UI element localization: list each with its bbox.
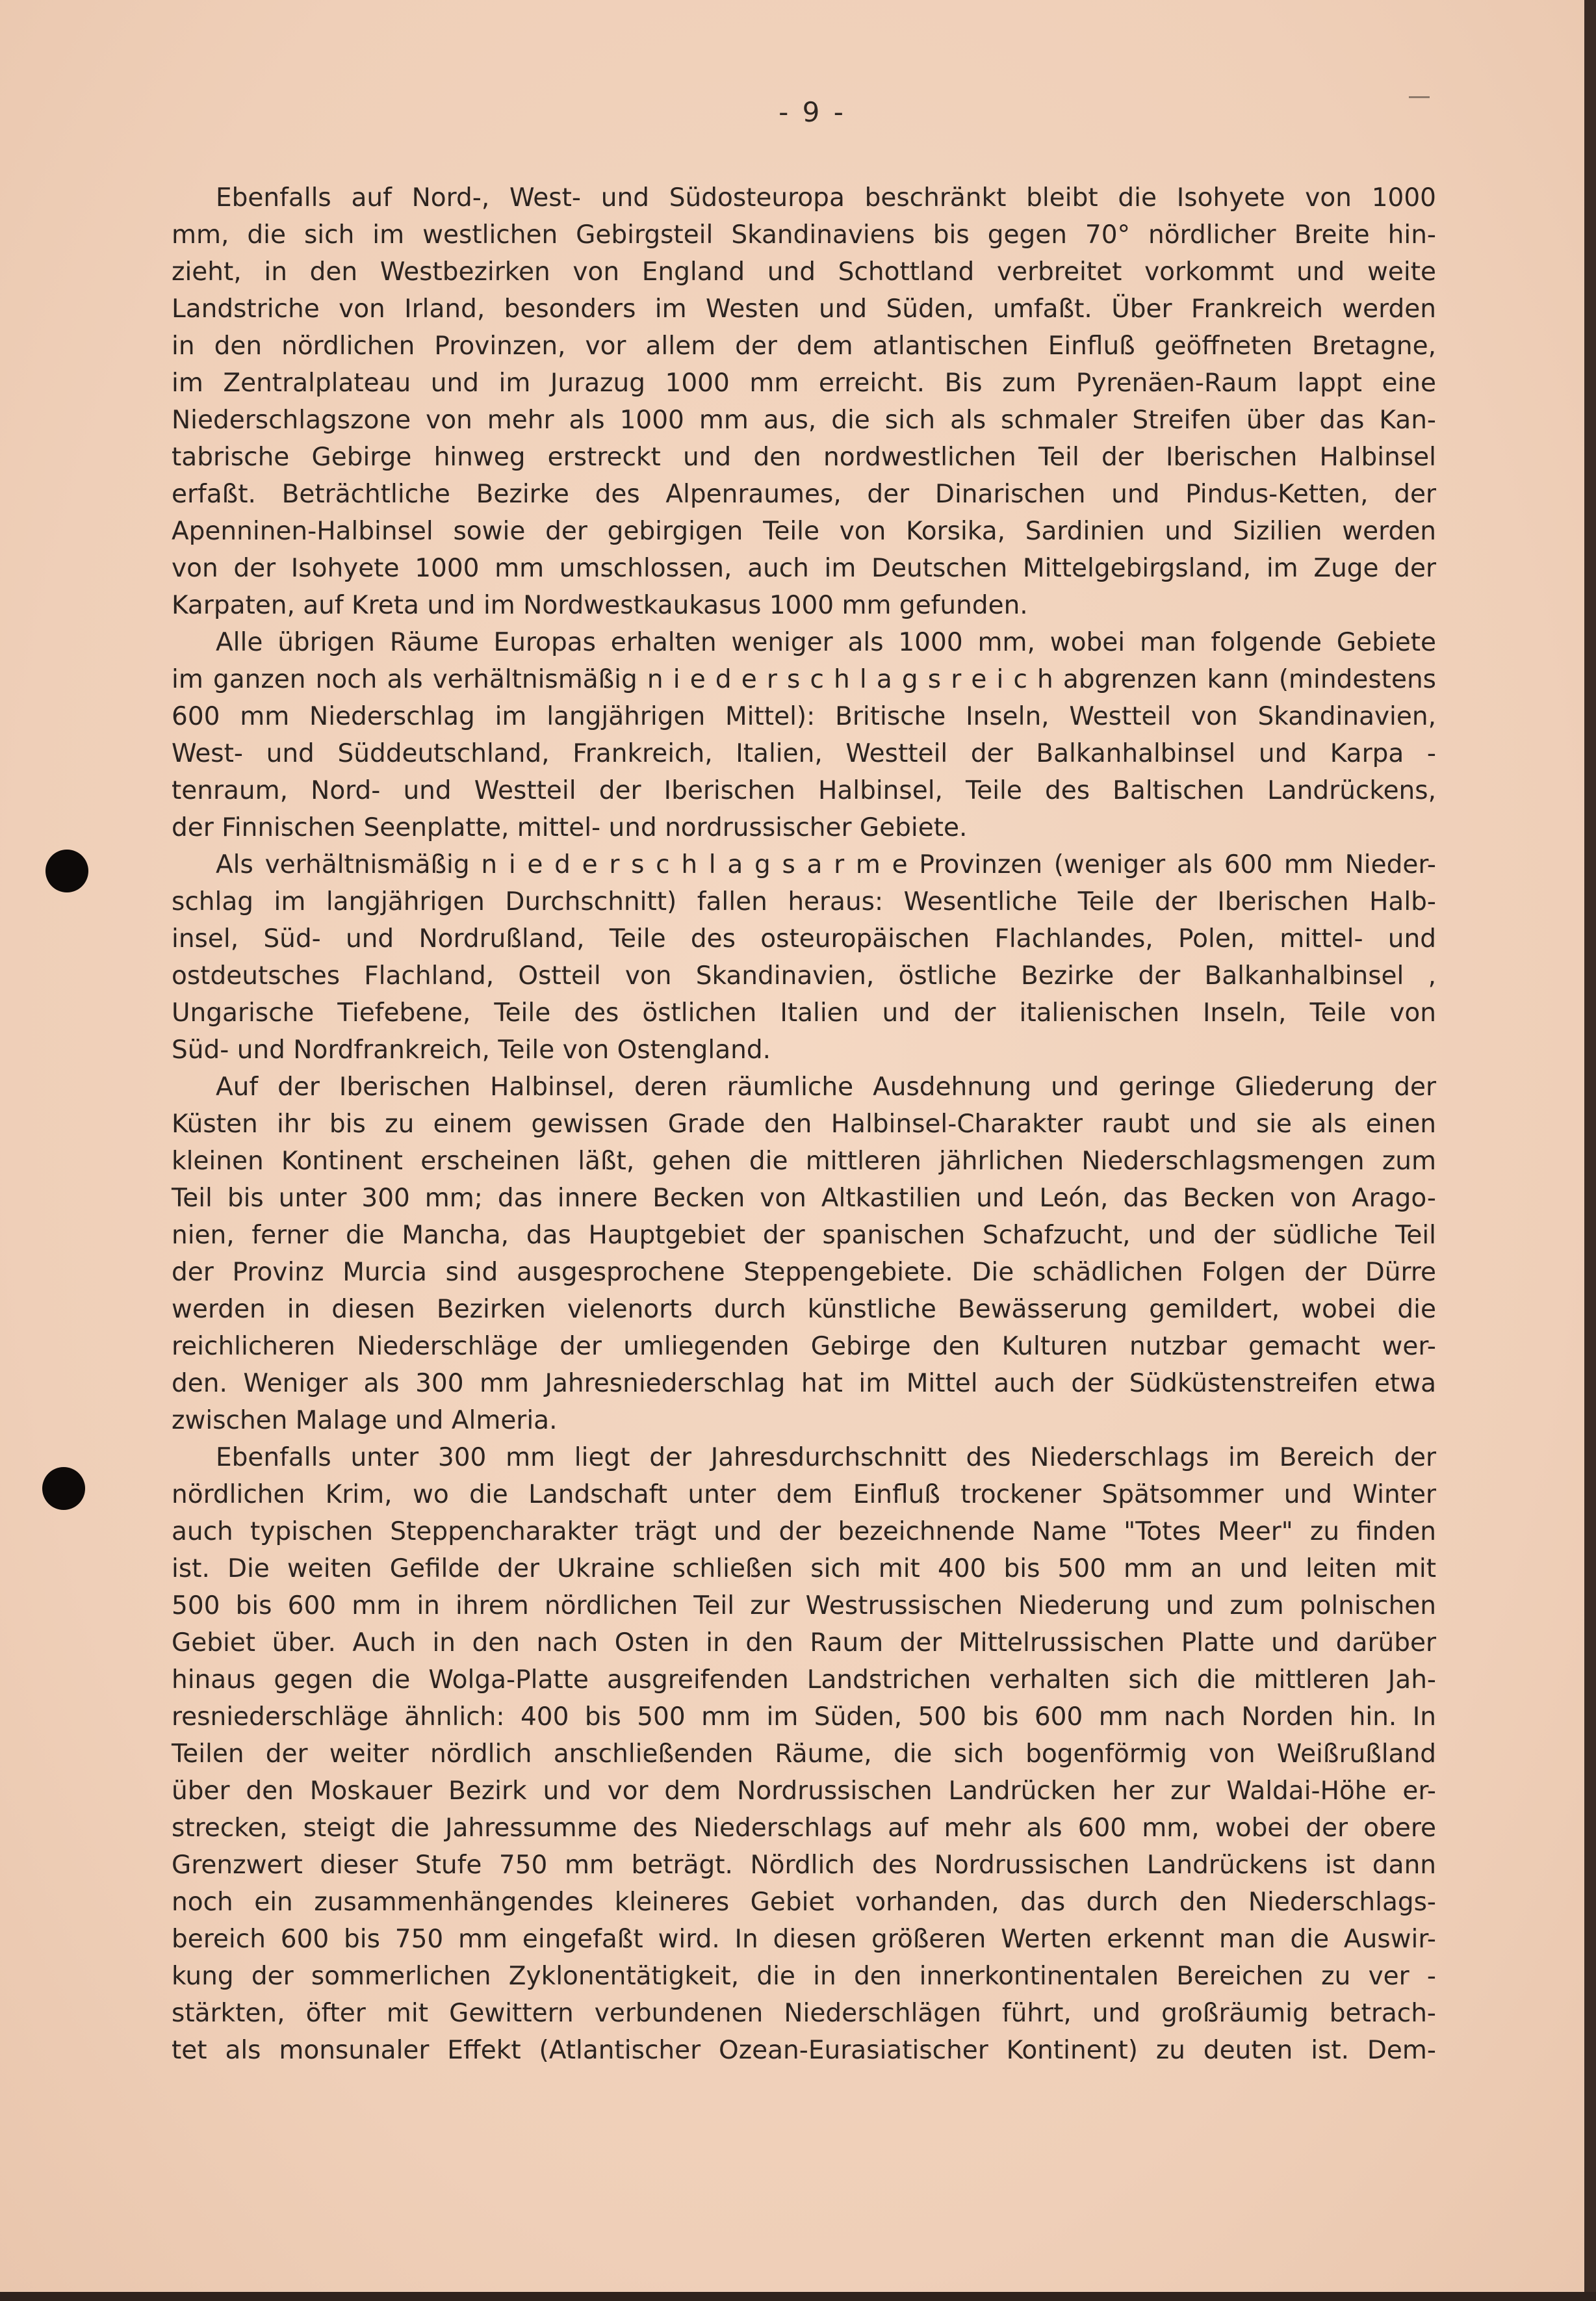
text-line: im ganzen noch als verhältnismäßig n i e d e r s c h l a g s r e i c h abgrenzen kann (mindestens: [172, 665, 1436, 694]
punch-hole-icon: [42, 1467, 85, 1510]
text-line: Teilen der weiter nördlich anschließenden Räume, die sich bogenförmig von Weißrußland: [172, 1739, 1436, 1769]
text-line: noch ein zusammenhängendes kleineres Gebiet vorhanden, das durch den Niederschlags-: [172, 1888, 1436, 1917]
text-line: Gebiet über. Auch in den nach Osten in den Raum der Mittelrussischen Platte und darüber: [172, 1628, 1436, 1658]
text-line: Niederschlagszone von mehr als 1000 mm aus, die sich als schmaler Streifen über das Kan-: [172, 406, 1436, 435]
text-line: zwischen Malage und Almeria.: [172, 1406, 558, 1435]
text-line: kung der sommerlichen Zyklonentätigkeit, die in den innerkontinentalen Bereichen zu ver -: [172, 1962, 1436, 1991]
text-line: ist. Die weiten Gefilde der Ukraine schließen sich mit 400 bis 500 mm an und leiten mit: [172, 1554, 1436, 1583]
text-line: auch typischen Steppencharakter trägt und der bezeichnende Name "Totes Meer" zu finden: [172, 1517, 1436, 1546]
text-line: reichlicheren Niederschläge der umliegenden Gebirge den Kulturen nutzbar gemacht wer-: [172, 1332, 1436, 1361]
text-line: Alle übrigen Räume Europas erhalten weniger als 1000 mm, wobei man folgende Gebiete: [216, 628, 1436, 657]
text-line: von der Isohyete 1000 mm umschlossen, auch im Deutschen Mittelgebirgsland, im Zuge der: [172, 554, 1436, 583]
text-line: Ungarische Tiefebene, Teile des östlichen Italien und der italienischen Inseln, Teile von: [172, 998, 1436, 1028]
text-line: Süd- und Nordfrankreich, Teile von Ostengland.: [172, 1035, 771, 1065]
text-line: insel, Süd- und Nordrußland, Teile des osteuropäischen Flachlandes, Polen, mittel- und: [172, 924, 1436, 954]
text-line: der Finnischen Seenplatte, mittel- und nordrussischer Gebiete.: [172, 813, 968, 842]
text-line: Grenzwert dieser Stufe 750 mm beträgt. Nördlich des Nordrussischen Landrückens ist dann: [172, 1851, 1436, 1880]
punch-hole-icon: [45, 850, 88, 892]
text-line: 600 mm Niederschlag im langjährigen Mittel): Britische Inseln, Westteil von Skandinavien,: [172, 702, 1436, 731]
text-line: Küsten ihr bis zu einem gewissen Grade den Halbinsel-Charakter raubt und sie als einen: [172, 1110, 1436, 1139]
text-line: den. Weniger als 300 mm Jahresniederschlag hat im Mittel auch der Südküstenstreifen etwa: [172, 1369, 1436, 1398]
text-line: Ebenfalls unter 300 mm liegt der Jahresdurchschnitt des Niederschlags im Bereich der: [216, 1443, 1436, 1472]
text-line: in den nördlichen Provinzen, vor allem der dem atlantischen Einfluß geöffneten Bretagne,: [172, 332, 1436, 361]
text-line: kleinen Kontinent erscheinen läßt, gehen die mittleren jährlichen Niederschlagsmengen zum: [172, 1147, 1436, 1176]
text-line: ostdeutsches Flachland, Ostteil von Skandinavien, östliche Bezirke der Balkanhalbinsel ,: [172, 961, 1436, 991]
text-line: West- und Süddeutschland, Frankreich, Italien, Westteil der Balkanhalbinsel und Karpa -: [172, 739, 1436, 768]
text-line: bereich 600 bis 750 mm eingefaßt wird. In diesen größeren Werten erkennt man die Auswir-: [172, 1925, 1436, 1954]
text-line: Auf der Iberischen Halbinsel, deren räumliche Ausdehnung und geringe Gliederung der: [216, 1072, 1436, 1102]
text-line: 500 bis 600 mm in ihrem nördlichen Teil zur Westrussischen Niederung und zum polnischen: [172, 1591, 1436, 1620]
text-line: Landstriche von Irland, besonders im Westen und Süden, umfaßt. Über Frankreich werden: [172, 294, 1436, 324]
page-number: - 9 -: [779, 96, 846, 128]
text-line: der Provinz Murcia sind ausgesprochene Steppengebiete. Die schädlichen Folgen der Dürre: [172, 1258, 1436, 1287]
text-line: zieht, in den Westbezirken von England und Schottland verbreitet vorkommt und weite: [172, 257, 1436, 287]
text-line: stärkten, öfter mit Gewittern verbundenen Niederschlägen führt, und großräumig betrach-: [172, 1999, 1436, 2028]
text-line: Ebenfalls auf Nord-, West- und Südosteuropa beschränkt bleibt die Isohyete von 1000: [216, 183, 1436, 213]
text-line: über den Moskauer Bezirk und vor dem Nordrussischen Landrücken her zur Waldai-Höhe er-: [172, 1776, 1436, 1806]
text-line: resniederschläge ähnlich: 400 bis 500 mm im Süden, 500 bis 600 mm nach Norden hin. In: [172, 1702, 1436, 1732]
text-line: Karpaten, auf Kreta und im Nordwestkaukasus 1000 mm gefunden.: [172, 591, 1028, 620]
text-line: nördlichen Krim, wo die Landschaft unter dem Einfluß trockener Spätsommer und Winter: [172, 1480, 1436, 1509]
text-line: Als verhältnismäßig n i e d e r s c h l a g s a r m e Provinzen (weniger als 600 mm Nieder-: [216, 850, 1436, 879]
body-text: [172, 179, 1436, 2069]
text-line: strecken, steigt die Jahressumme des Niederschlags auf mehr als 600 mm, wobei der obere: [172, 1814, 1436, 1843]
text-line: tet als monsunaler Effekt (Atlantischer Ozean-Eurasiatischer Kontinent) zu deuten ist. Dem-: [172, 2036, 1436, 2065]
text-line: erfaßt. Beträchtliche Bezirke des Alpenraumes, der Dinarischen und Pindus-Ketten, der: [172, 480, 1436, 509]
text-line: im Zentralplateau und im Jurazug 1000 mm erreicht. Bis zum Pyrenäen-Raum lappt eine: [172, 369, 1436, 398]
text-line: Apenninen-Halbinsel sowie der gebirgigen Teile von Korsika, Sardinien und Sizilien werden: [172, 517, 1436, 546]
scan-border: [0, 2292, 1596, 2301]
pencil-mark: [1409, 96, 1430, 98]
text-line: werden in diesen Bezirken vielenorts durch künstliche Bewässerung gemildert, wobei die: [172, 1295, 1436, 1324]
text-line: tabrische Gebirge hinweg erstreckt und den nordwestlichen Teil der Iberischen Halbinsel: [172, 443, 1436, 472]
text-line: Teil bis unter 300 mm; das innere Becken von Altkastilien und León, das Becken von Arago-: [172, 1184, 1436, 1213]
text-line: nien, ferner die Mancha, das Hauptgebiet der spanischen Schafzucht, und der südliche Teil: [172, 1221, 1436, 1250]
text-line: mm, die sich im westlichen Gebirgsteil Skandinaviens bis gegen 70° nördlicher Breite hin-: [172, 220, 1436, 250]
text-line: hinaus gegen die Wolga-Platte ausgreifenden Landstrichen verhalten sich die mittleren Jah-: [172, 1665, 1436, 1695]
text-line: schlag im langjährigen Durchschnitt) fallen heraus: Wesentliche Teile der Iberischen Halb-: [172, 887, 1436, 916]
text-line: tenraum, Nord- und Westteil der Iberischen Halbinsel, Teile des Baltischen Landrückens,: [172, 776, 1436, 805]
